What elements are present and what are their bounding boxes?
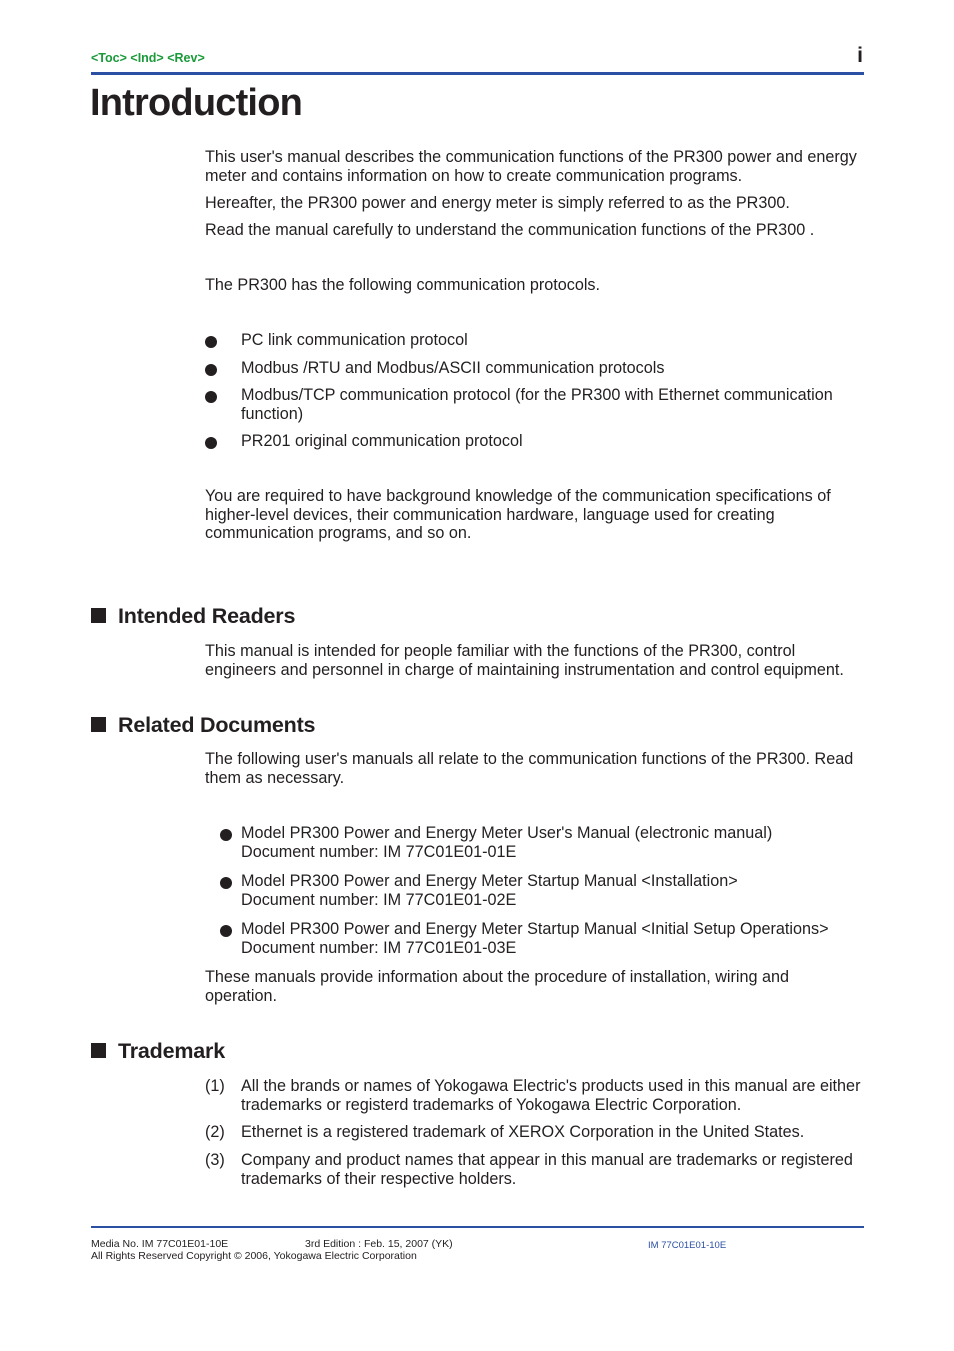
bullet-icon — [205, 364, 217, 376]
revision-link[interactable]: <Rev> — [167, 51, 205, 65]
intro-paragraph-4: The PR300 has the following communication protocols. — [205, 276, 601, 294]
list-item: Model PR300 Power and Energy Meter Startup Manual <Initial Setup Operations> Document number: IM 77C01E01-03E — [205, 920, 865, 957]
bullet-icon — [205, 336, 217, 348]
page-number: i — [857, 44, 863, 67]
section-heading-trademark: Trademark — [91, 1039, 225, 1064]
intro-paragraph-2: Hereafter, the PR300 power and energy meter is simply referred to as the PR300. — [205, 194, 790, 212]
square-bullet-icon — [91, 1043, 106, 1058]
bullet-icon — [205, 437, 217, 449]
section-heading-intended-readers: Intended Readers — [91, 604, 295, 629]
footer-rule — [91, 1226, 864, 1228]
list-item: PC link communication protocol — [205, 331, 865, 350]
bullet-icon — [205, 391, 217, 403]
footer-copyright: All Rights Reserved Copyright © 2006, Yokogawa Electric Corporation — [91, 1250, 417, 1262]
list-item: Modbus /RTU and Modbus/ASCII communication protocols — [205, 359, 865, 378]
list-item: (3) Company and product names that appear in this manual are trademarks or registered trademarks of their respective holders. — [205, 1151, 853, 1188]
list-item: (2) Ethernet is a registered trademark of XEROX Corporation in the United States. — [205, 1123, 805, 1141]
footer-media-no: Media No. IM 77C01E01-10E — [91, 1238, 229, 1250]
intended-readers-text: This manual is intended for people familiar with the functions of the PR300, control engineers and personnel in charge of maintaining instrumentation and control equipment. — [205, 642, 844, 679]
footer-doc-id: IM 77C01E01-10E — [648, 1240, 727, 1251]
related-documents-outro: These manuals provide information about the procedure of installation, wiring and operation. — [205, 968, 789, 1005]
header-rule — [91, 72, 864, 75]
header-nav — [91, 51, 205, 65]
intro-paragraph-5: You are required to have background knowledge of the communication specifications of higher-level devices, their communication hardware, language used for creating communication programs, and so on. — [205, 487, 831, 542]
intro-paragraph-1: This user's manual describes the communication functions of the PR300 power and energy meter and contains information on how to create communication programs. — [205, 148, 857, 185]
bullet-icon — [220, 877, 232, 889]
list-item: Modbus/TCP communication protocol (for the PR300 with Ethernet communication function) — [205, 386, 865, 423]
bullet-icon — [220, 925, 232, 937]
list-item: PR201 original communication protocol — [205, 432, 865, 451]
section-heading-related-documents: Related Documents — [91, 713, 315, 738]
index-link[interactable]: <Ind> — [130, 51, 164, 65]
list-item: Model PR300 Power and Energy Meter Startup Manual <Installation> Document number: IM 77C01E01-02E — [205, 872, 865, 909]
square-bullet-icon — [91, 608, 106, 623]
related-documents-intro: The following user's manuals all relate to the communication functions of the PR300. Read them as necessary. — [205, 750, 854, 787]
bullet-icon — [220, 829, 232, 841]
list-item: Model PR300 Power and Energy Meter User's Manual (electronic manual) Document number: IM 77C01E01-01E — [205, 824, 865, 861]
list-item: (1) All the brands or names of Yokogawa Electric's products used in this manual are either trademarks or registerd trademarks of Yokogawa Electric Corporation. — [205, 1077, 861, 1114]
toc-link[interactable]: <Toc> — [91, 51, 127, 65]
footer-edition: 3rd Edition : Feb. 15, 2007 (YK) — [305, 1238, 453, 1250]
square-bullet-icon — [91, 717, 106, 732]
page-title: Introduction — [90, 82, 303, 124]
intro-paragraph-3: Read the manual carefully to understand the communication functions of the PR300 . — [205, 221, 815, 239]
